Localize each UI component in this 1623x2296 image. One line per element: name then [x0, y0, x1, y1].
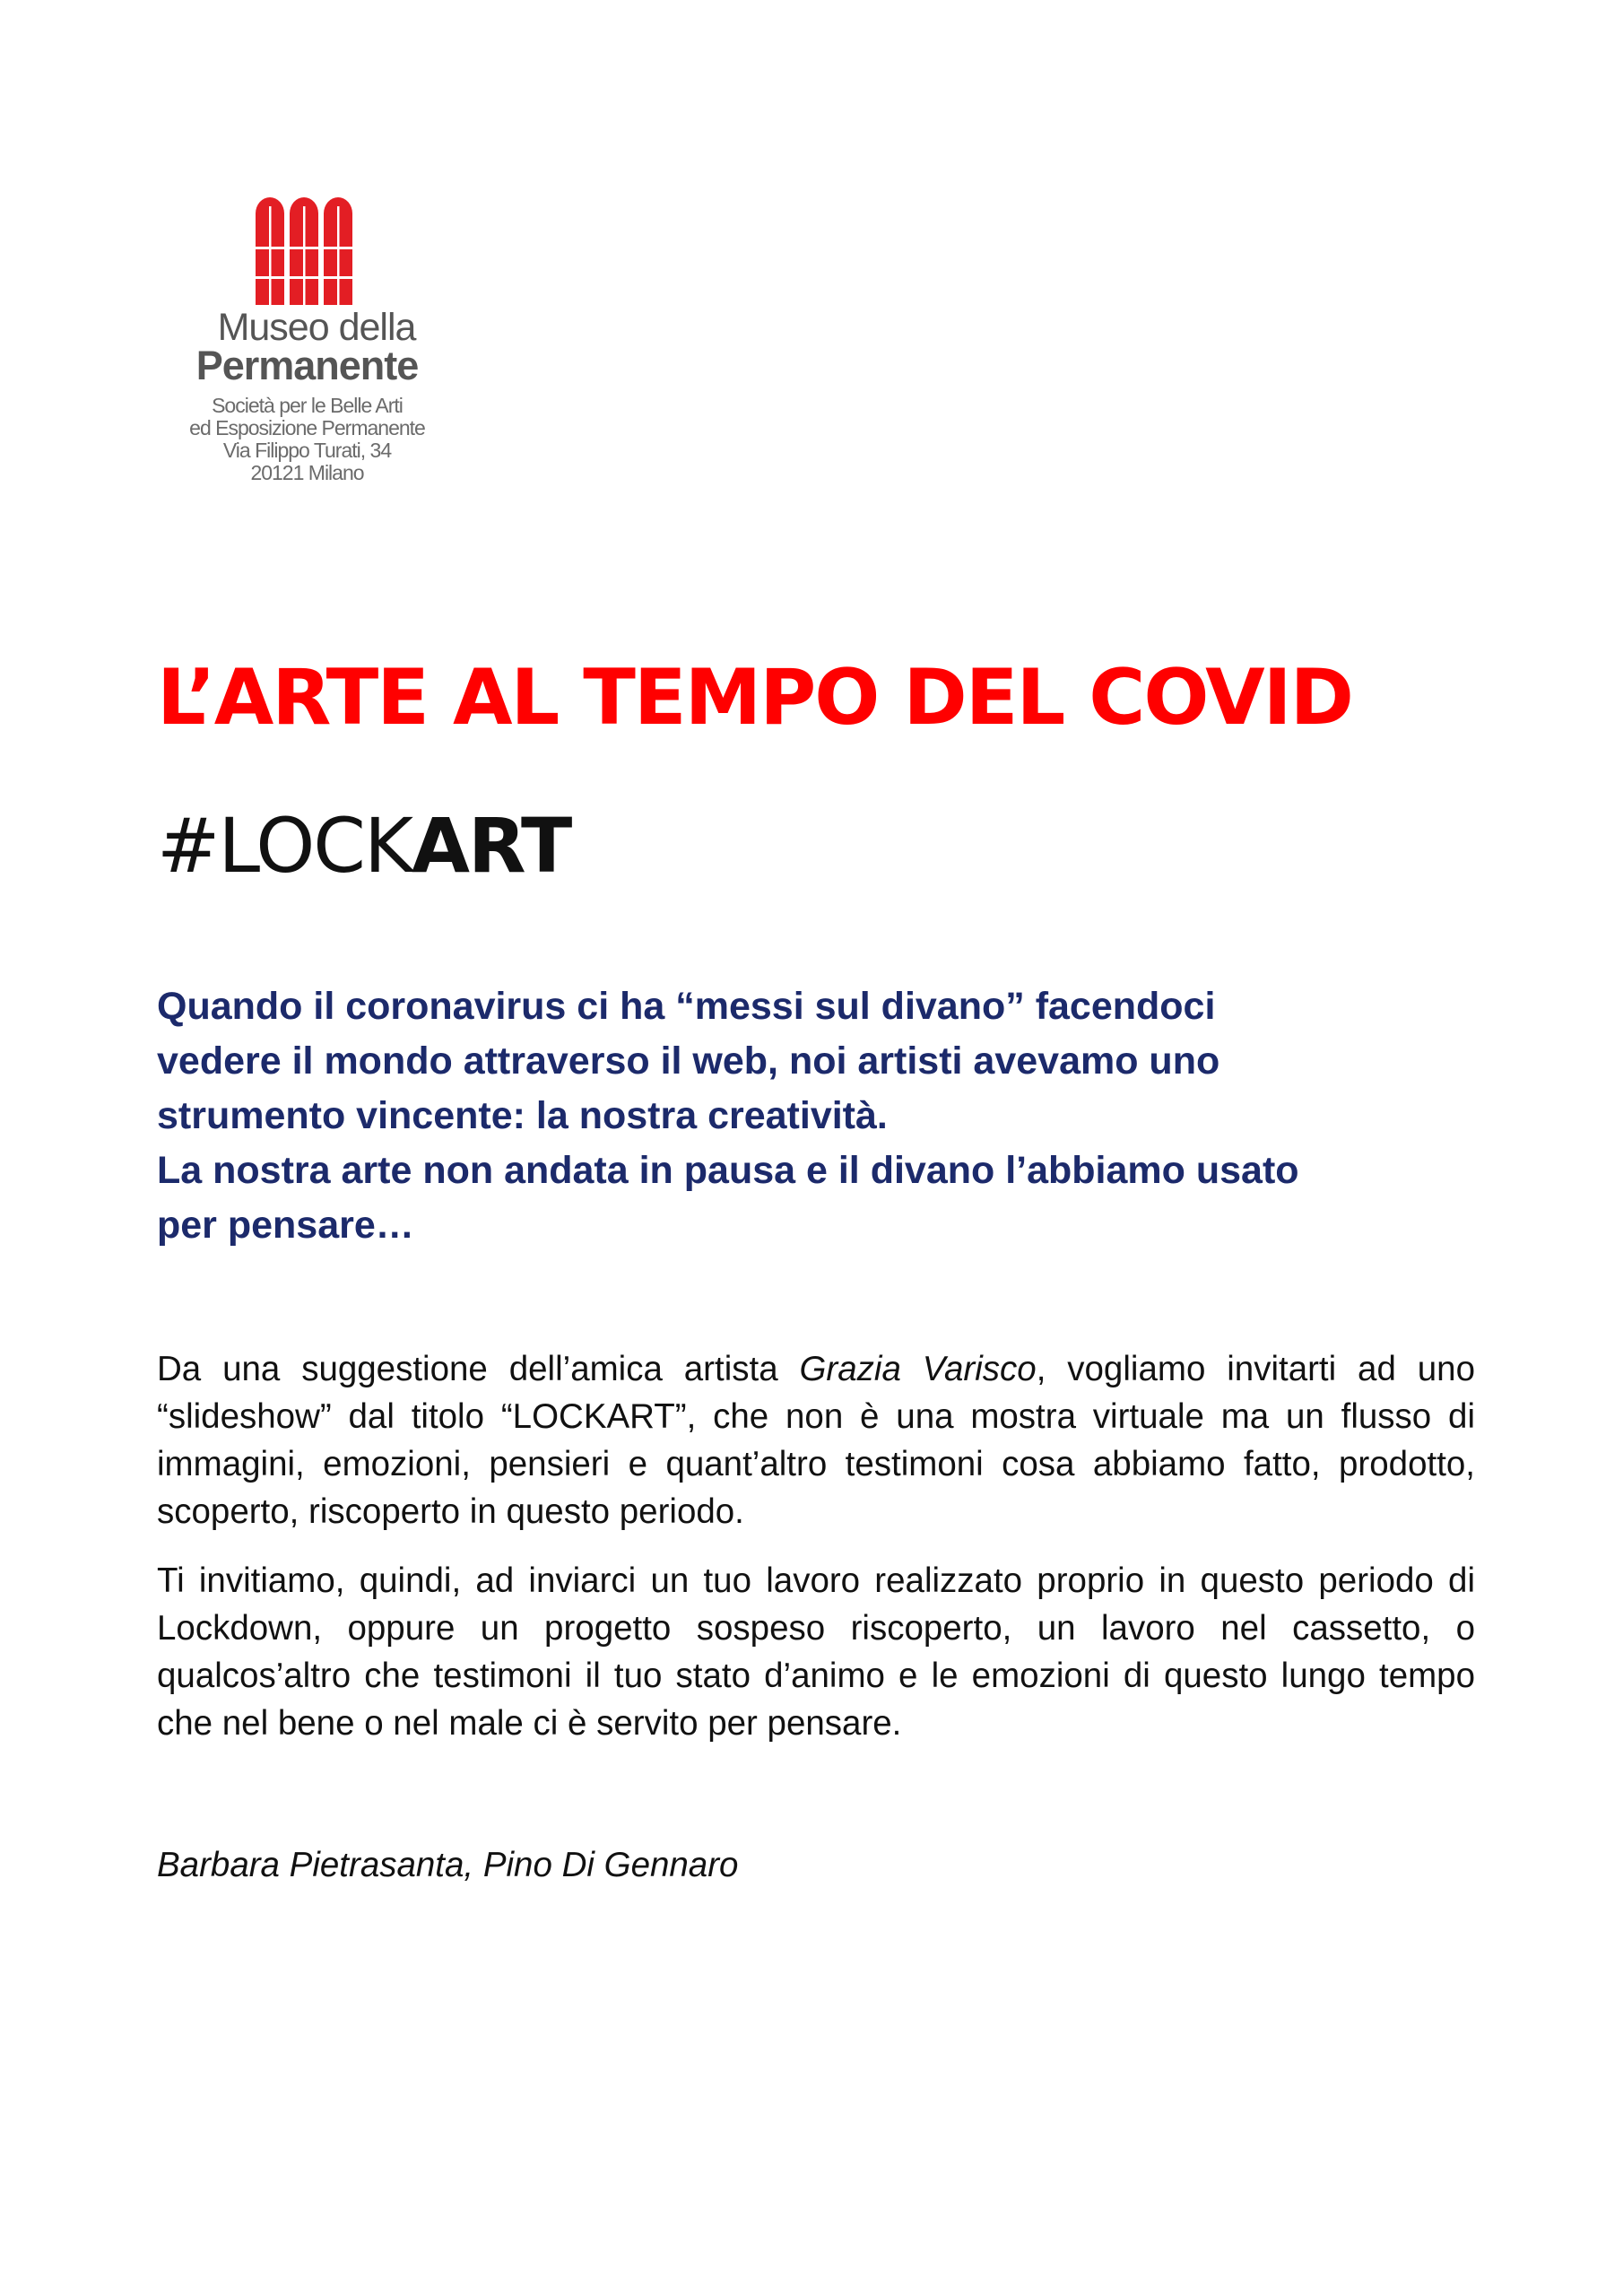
- body-text: [157, 1345, 1475, 1747]
- paragraph1-after: , vogliamo invitarti ad uno “slideshow” dal titolo “LOCKART”, che non è una mostra virtuale ma un flusso di immagini, emozioni, pensieri e quant’altro testimoni cosa abbiamo fatto, prodotto, scoperto, riscoperto in questo periodo.: [157, 1350, 1475, 1531]
- logo-name-line2: Permanente: [195, 343, 419, 388]
- signature: Barbara Pietrasanta, Pino Di Gennaro: [157, 1846, 739, 1884]
- artist-name: Grazia Varisco: [799, 1350, 1037, 1388]
- intro-line: strumento vincente: la nostra creatività.: [157, 1094, 888, 1137]
- intro-line: vedere il mondo attraverso il web, noi artisti avevamo uno: [157, 1039, 1220, 1083]
- body-paragraph-1: [157, 1345, 1475, 1535]
- hashtag-bold: ART: [412, 802, 571, 890]
- logo-address-line: Società per le Belle Arti: [212, 394, 403, 417]
- paragraph1-before: Da una suggestione dell’amica artista: [157, 1350, 800, 1388]
- intro-paragraph: [157, 979, 1502, 1253]
- body-paragraph-2: Ti invitiamo, quindi, ad inviarci un tuo lavoro realizzato proprio in questo periodo di Lockdown, oppure un progetto sospeso riscoperto, un lavoro nel cassetto, o qualcos’altro che testimoni il tuo stato d’animo e le emozioni di questo lungo tempo che nel bene o nel male ci è servito per pensare.: [157, 1561, 1475, 1743]
- intro-line: Quando il coronavirus ci ha “messi sul divano” facendoci: [157, 985, 1216, 1028]
- logo-address-line: ed Esposizione Permanente: [189, 416, 425, 439]
- hashtag-prefix: #LOCK: [157, 802, 412, 890]
- logo-address-line: 20121 Milano: [250, 461, 364, 484]
- logo-name-line1: Museo della: [217, 306, 416, 349]
- intro-line: La nostra arte non andata in pausa e il divano l’abbiamo usato: [157, 1149, 1299, 1192]
- hashtag-heading: [157, 801, 570, 891]
- museum-logo-mark-icon: [256, 197, 352, 305]
- logo-address-line: Via Filippo Turati, 34: [222, 439, 392, 462]
- logo-address: [157, 395, 457, 484]
- intro-line: per pensare…: [157, 1204, 414, 1247]
- page-title: L’ARTE AL TEMPO DEL COVID: [157, 653, 1353, 743]
